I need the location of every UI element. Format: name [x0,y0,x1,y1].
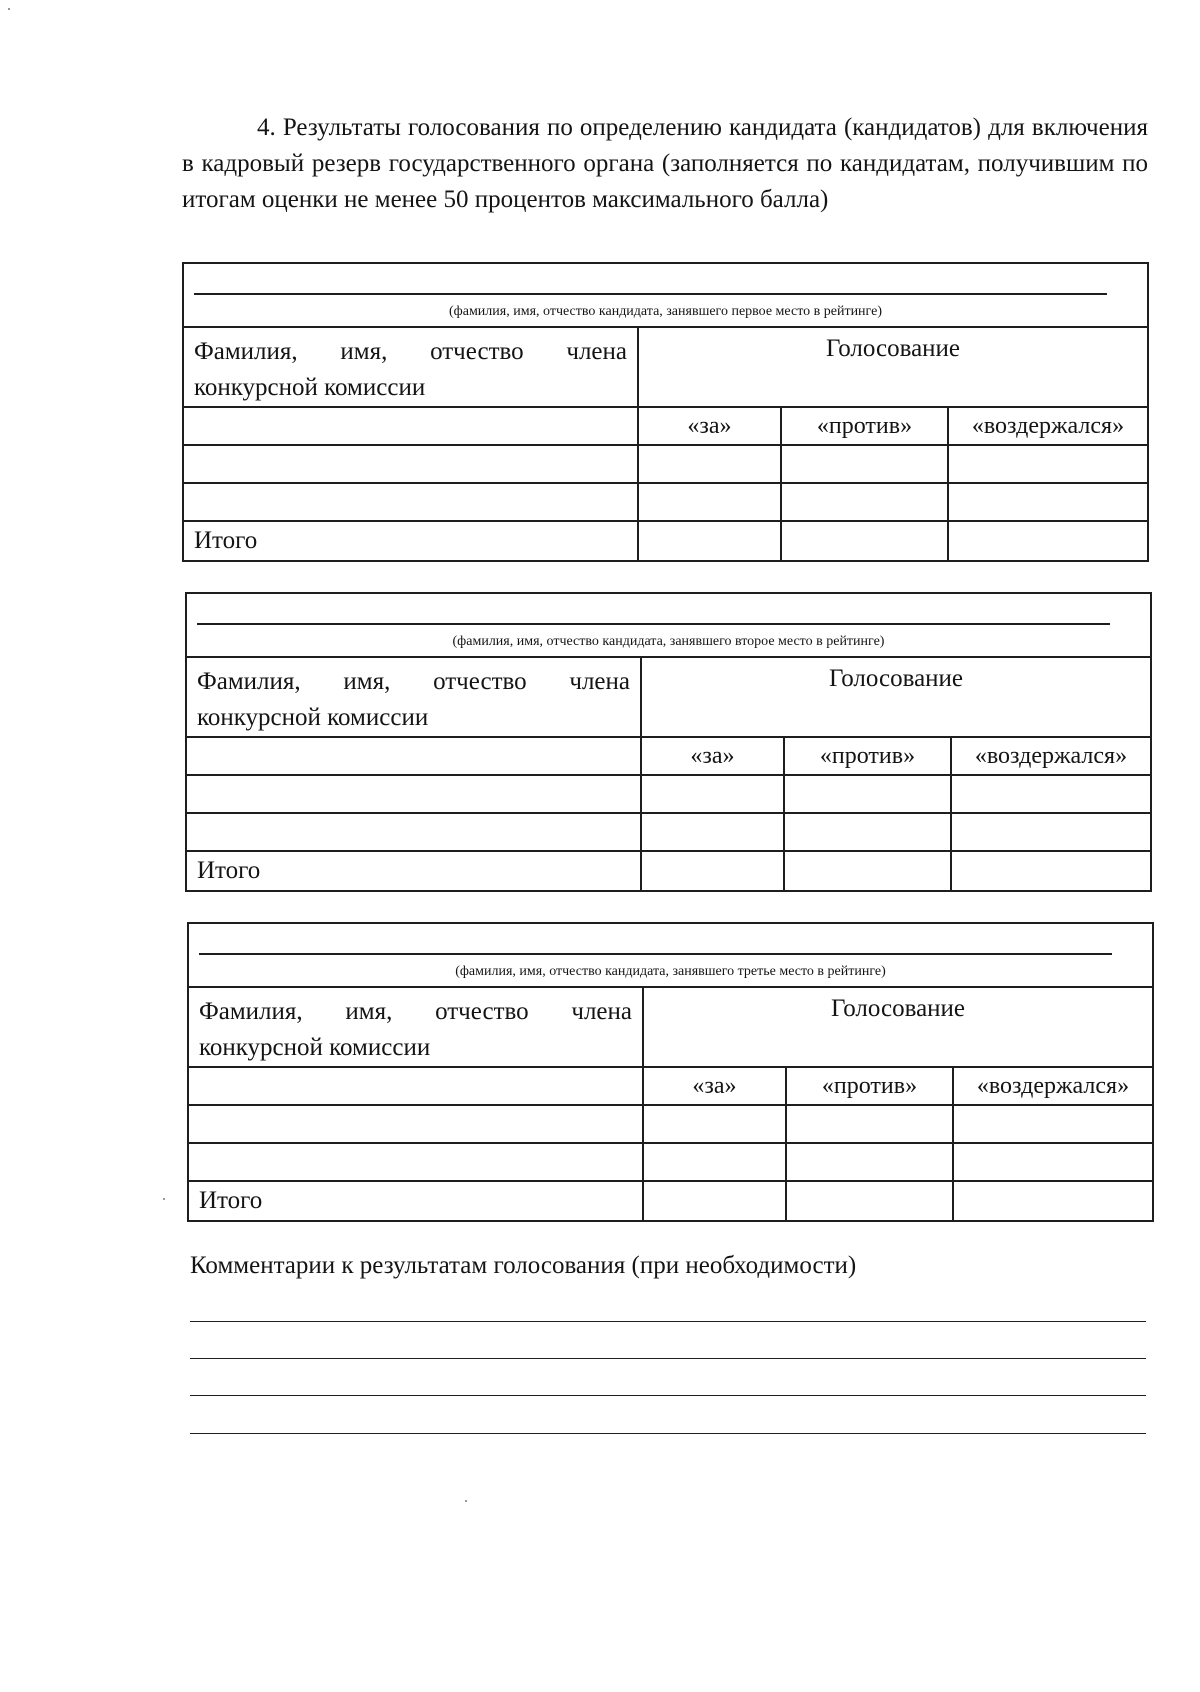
total-against-cell[interactable] [786,1181,953,1221]
candidate-name-line [199,953,1112,955]
total-label: Итого [183,521,638,561]
table-row [183,445,1148,483]
scan-speck [465,1500,467,1502]
member-name-cell[interactable] [188,1143,643,1181]
option-abstained: «воздержался» [953,1067,1153,1105]
member-name-cell[interactable] [183,483,638,521]
vote-for-cell[interactable] [638,445,781,483]
comment-line[interactable] [190,1395,1146,1396]
member-header: Фамилия, имя, отчество члена конкурсной комиссии [183,327,638,407]
section-intro-text [182,110,1148,218]
voting-table-second-place [185,592,1152,892]
total-abstained-cell[interactable] [953,1181,1153,1221]
table-row [188,1105,1153,1143]
total-abstained-cell[interactable] [951,851,1151,891]
vote-for-cell[interactable] [643,1105,786,1143]
candidate-name-cell[interactable] [188,923,1153,987]
total-for-cell[interactable] [641,851,784,891]
member-name-cell[interactable] [186,775,641,813]
vote-for-cell[interactable] [643,1143,786,1181]
vote-abstained-cell[interactable] [951,775,1151,813]
vote-for-cell[interactable] [641,813,784,851]
vote-against-cell[interactable] [781,445,948,483]
vote-abstained-cell[interactable] [948,483,1148,521]
comment-line[interactable] [190,1321,1146,1322]
vote-header: Голосование [643,987,1153,1067]
voting-table-third-place [187,922,1154,1222]
vote-against-cell[interactable] [781,483,948,521]
vote-abstained-cell[interactable] [953,1143,1153,1181]
table-row [188,1143,1153,1181]
total-for-cell[interactable] [643,1181,786,1221]
vote-header: Голосование [638,327,1148,407]
vote-header: Голосование [641,657,1151,737]
vote-against-cell[interactable] [786,1105,953,1143]
vote-for-cell[interactable] [638,483,781,521]
option-against: «против» [786,1067,953,1105]
vote-abstained-cell[interactable] [948,445,1148,483]
scan-speck [8,8,10,10]
member-name-cell[interactable] [186,737,641,775]
candidate-name-cell[interactable] [183,263,1148,327]
member-header: Фамилия, имя, отчество члена конкурсной комиссии [186,657,641,737]
comments-label: Комментарии к результатам голосования (при необходимости) [190,1252,857,1279]
table-row [183,483,1148,521]
option-against: «против» [784,737,951,775]
option-for: «за» [638,407,781,445]
vote-against-cell[interactable] [786,1143,953,1181]
candidate-name-line [194,293,1107,295]
candidate-caption: (фамилия, имя, отчество кандидата, занявшего третье место в рейтинге) [455,964,886,979]
total-label: Итого [186,851,641,891]
total-for-cell[interactable] [638,521,781,561]
member-header: Фамилия, имя, отчество члена конкурсной комиссии [188,987,643,1067]
option-for: «за» [641,737,784,775]
vote-against-cell[interactable] [784,775,951,813]
voting-table-first-place [182,262,1149,562]
table-row [186,813,1151,851]
total-abstained-cell[interactable] [948,521,1148,561]
total-label: Итого [188,1181,643,1221]
scan-speck [163,1198,165,1200]
intro-paragraph: 4. Результаты голосования по определению кандидата (кандидатов) для включения в кадровый резерв государственного органа (заполняется по кандидатам, получившим по итогам оценки не менее 50 процентов максимального балла) [182,114,1148,213]
candidate-caption: (фамилия, имя, отчество кандидата, занявшего первое место в рейтинге) [449,304,882,319]
option-against: «против» [781,407,948,445]
option-abstained: «воздержался» [951,737,1151,775]
candidate-name-line [197,623,1110,625]
vote-for-cell[interactable] [641,775,784,813]
option-abstained: «воздержался» [948,407,1148,445]
candidate-caption: (фамилия, имя, отчество кандидата, занявшего второе место в рейтинге) [452,634,885,649]
option-for: «за» [643,1067,786,1105]
comment-line[interactable] [190,1433,1146,1434]
vote-against-cell[interactable] [784,813,951,851]
member-name-cell[interactable] [186,813,641,851]
table-row [186,775,1151,813]
member-name-cell[interactable] [183,445,638,483]
vote-abstained-cell[interactable] [953,1105,1153,1143]
total-against-cell[interactable] [781,521,948,561]
member-name-cell[interactable] [188,1067,643,1105]
member-name-cell[interactable] [183,407,638,445]
member-name-cell[interactable] [188,1105,643,1143]
comment-line[interactable] [190,1358,1146,1359]
total-against-cell[interactable] [784,851,951,891]
candidate-name-cell[interactable] [186,593,1151,657]
vote-abstained-cell[interactable] [951,813,1151,851]
